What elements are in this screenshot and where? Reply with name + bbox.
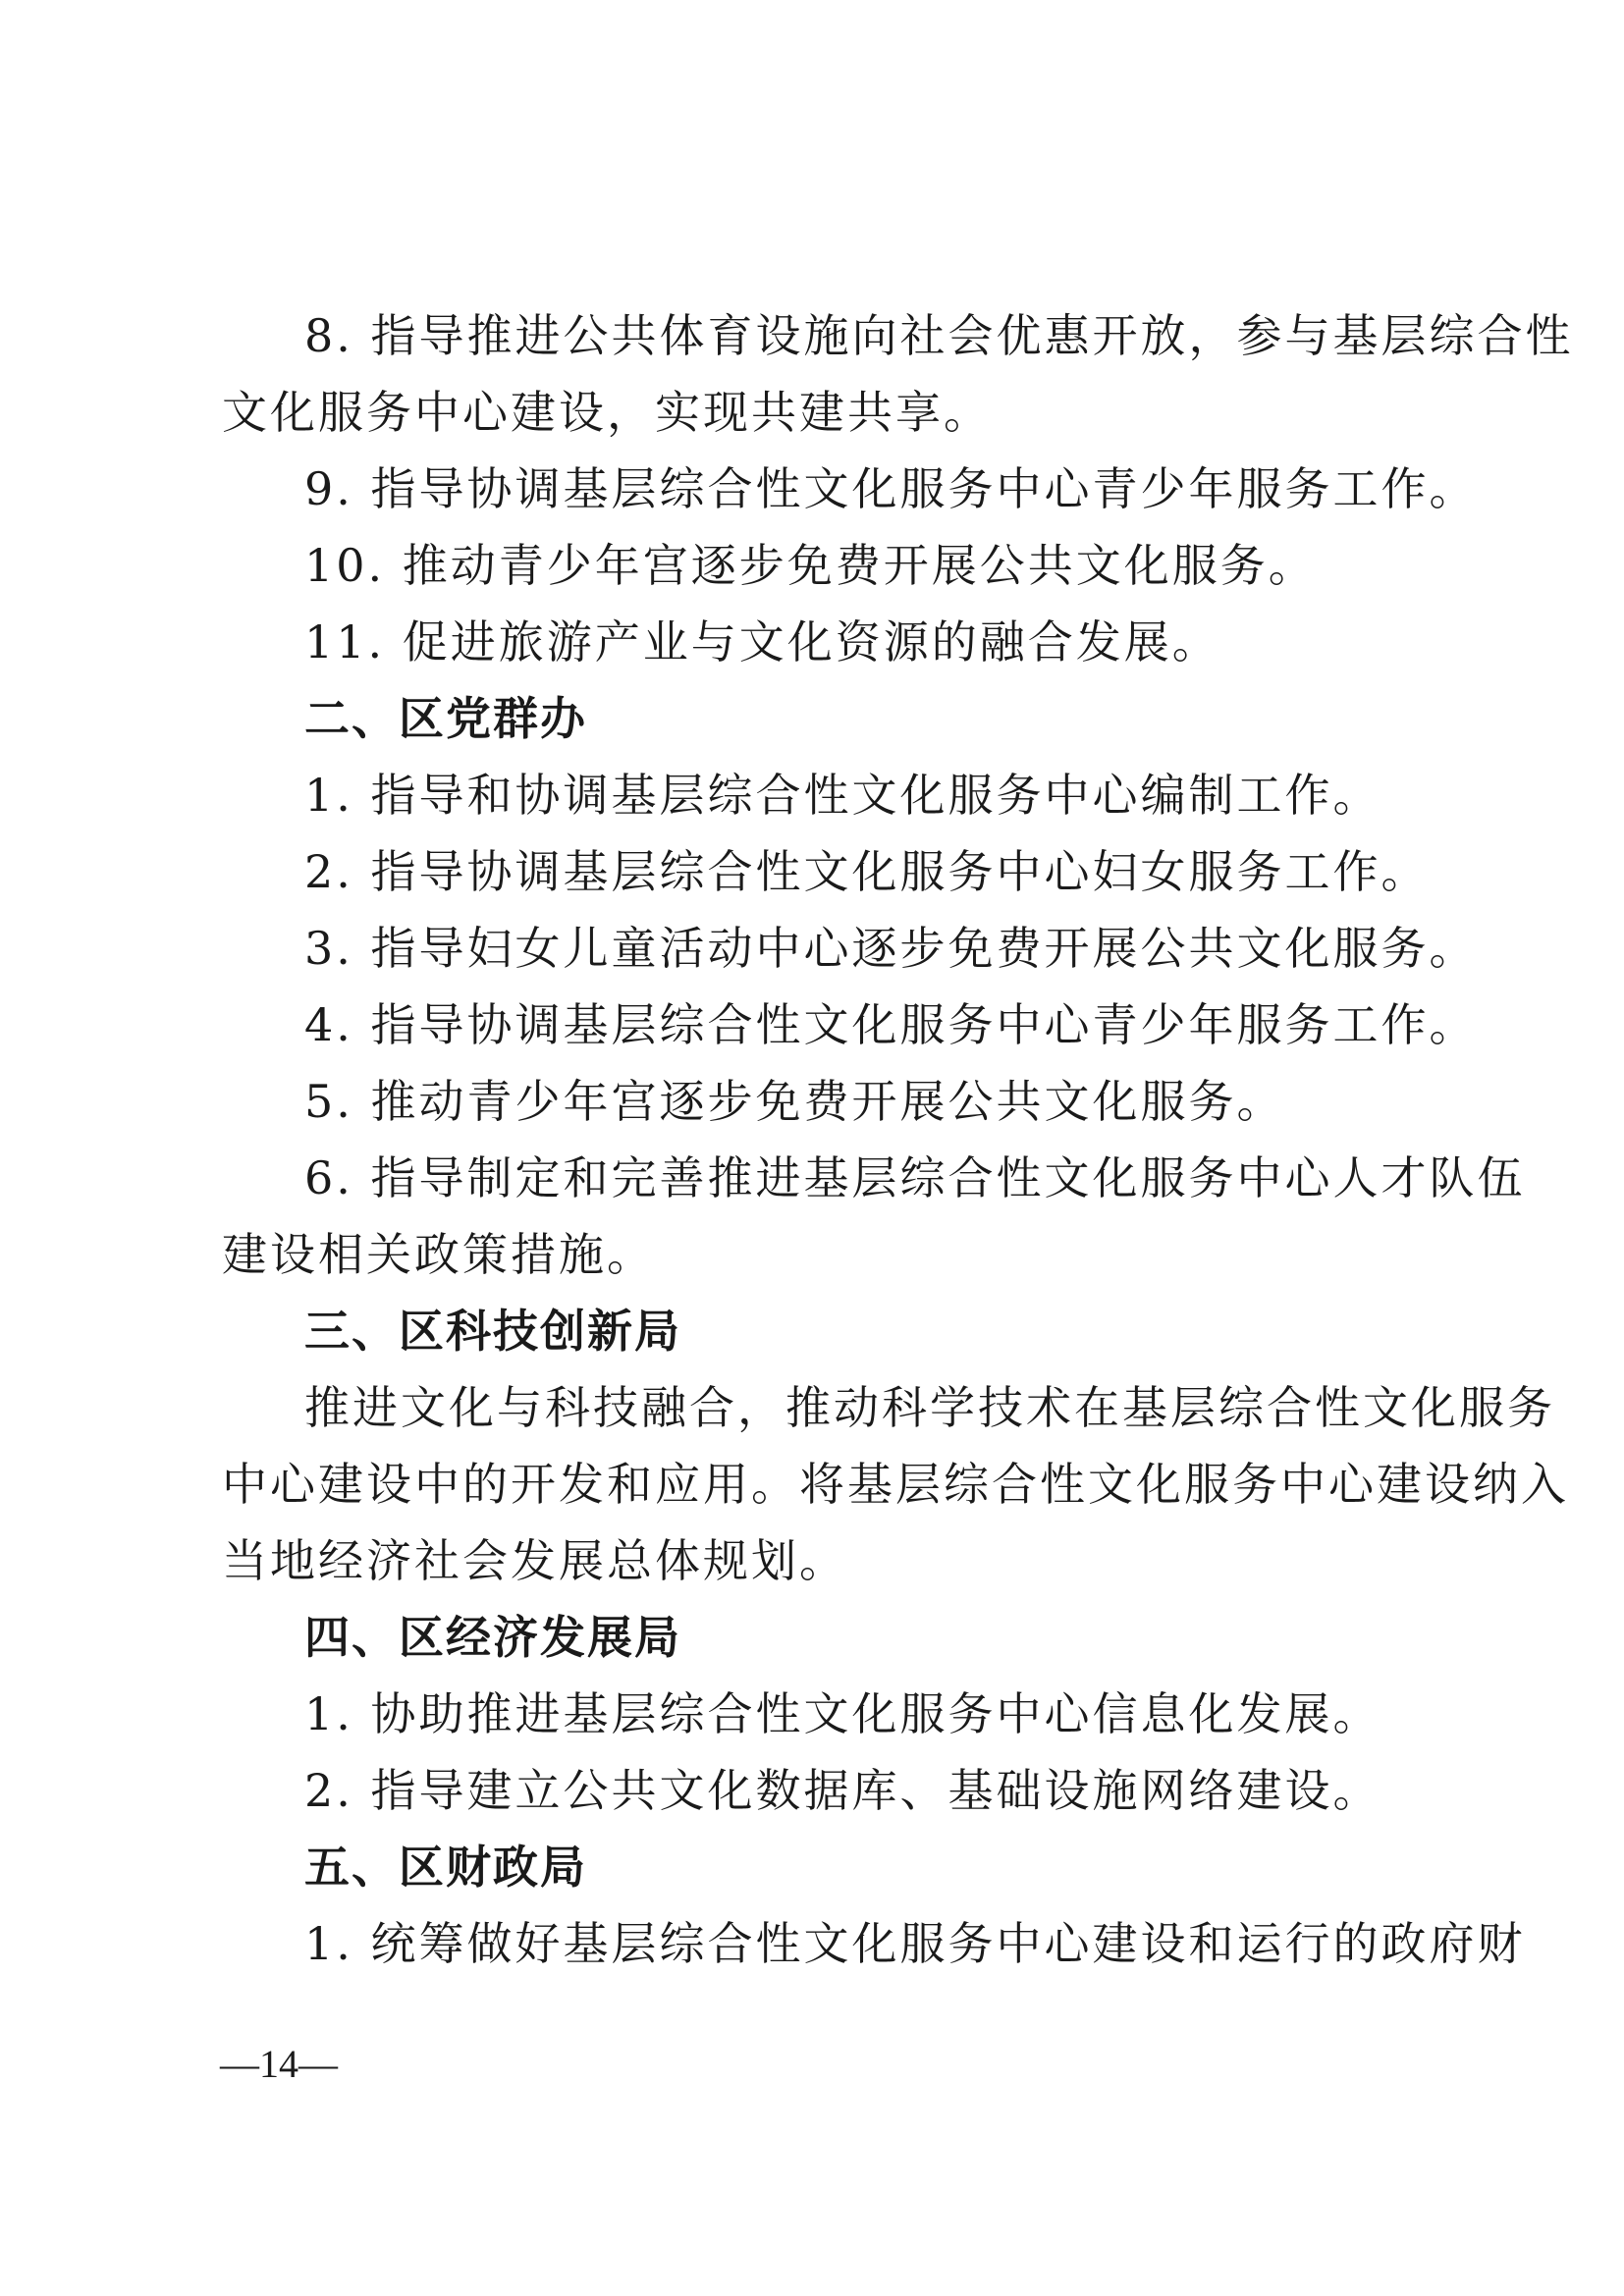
section-3-paragraph-line-2: 中心建设中的开发和应用。将基层综合性文化服务中心建设纳入	[222, 1458, 1569, 1511]
section-2-item-6-line-2: 建设相关政策措施。	[222, 1228, 655, 1281]
section-2-item-6-line-1: 6. 指导制定和完善推进基层综合性文化服务中心人才队伍	[304, 1151, 1526, 1204]
item-8-line-2: 文化服务中心建设，实现共建共享。	[222, 386, 992, 439]
section-2-item-1: 1. 指导和协调基层综合性文化服务中心编制工作。	[304, 769, 1381, 822]
section-2-item-3: 3. 指导妇女儿童活动中心逐步免费开展公共文化服务。	[304, 922, 1478, 975]
page-number: —14—	[220, 2042, 338, 2086]
section-3-paragraph-line-3: 当地经济社会发展总体规划。	[222, 1534, 847, 1587]
section-heading-2: 二、区党群办	[304, 692, 587, 745]
section-4-item-2: 2. 指导建立公共文化数据库、基础设施网络建设。	[304, 1764, 1381, 1817]
section-2-item-5: 5. 推动青少年宫逐步免费开展公共文化服务。	[304, 1075, 1285, 1128]
item-9: 9. 指导协调基层综合性文化服务中心青少年服务工作。	[304, 462, 1478, 515]
item-11: 11. 促进旅游产业与文化资源的融合发展。	[304, 615, 1220, 668]
section-3-paragraph-line-1: 推进文化与科技融合，推动科学技术在基层综合性文化服务	[304, 1381, 1555, 1434]
item-10: 10. 推动青少年宫逐步免费开展公共文化服务。	[304, 539, 1317, 592]
section-heading-4: 四、区经济发展局	[304, 1611, 681, 1664]
section-2-item-2: 2. 指导协调基层综合性文化服务中心妇女服务工作。	[304, 845, 1430, 898]
section-2-item-4: 4. 指导协调基层综合性文化服务中心青少年服务工作。	[304, 998, 1478, 1051]
section-heading-5: 五、区财政局	[304, 1841, 587, 1894]
section-heading-3: 三、区科技创新局	[304, 1305, 681, 1358]
section-5-item-1: 1. 统筹做好基层综合性文化服务中心建设和运行的政府财	[304, 1917, 1526, 1970]
section-4-item-1: 1. 协助推进基层综合性文化服务中心信息化发展。	[304, 1687, 1381, 1740]
item-8-line-1: 8. 指导推进公共体育设施向社会优惠开放，参与基层综合性	[304, 309, 1574, 362]
